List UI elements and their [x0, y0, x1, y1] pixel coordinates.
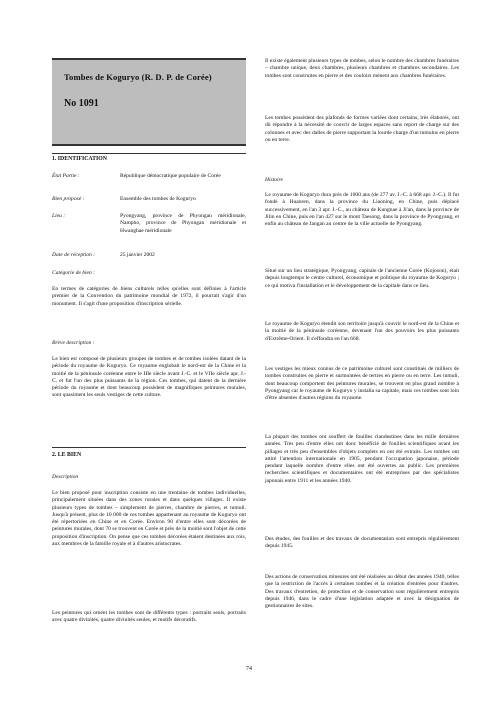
right-paragraph-1: Il existe également plusieurs types de tombes, selon le nombre des chambres funéraires – chambre unique, deux chambres, plusieurs chambres et chambres secondaires. Les tombes sont construites en pierre et des couloirs mènent aux chambres funéraires.	[265, 58, 459, 79]
field-label: Date de réception :	[52, 252, 95, 258]
right-paragraph-2: Les tombes possèdent des plafonds de formes variées dont certains, très élaborés, ont dû répondre à la nécessité de couvrir de larges espaces sans report de charge sur des colonnes et avec des dalles de pierre supportant la lourde charge d'un tumulus en pierre ou en terre.	[265, 115, 459, 143]
history-paragraph-5: La plupart des tombes ont souffert de fouilles clandestines dans les mille dernières années. Très peu d'entre elles ont donc bénéficié de fouilles scientifiques avant les pillages et très peu d'ensembles d'objets complets en ont été extraits. Les tombes ont attiré l'attention internationale en 1905, pendant l'occupation japonaise, période pendant laquelle nombre d'entre elles ont été ouvertes au public. Les premières recherches scientifiques et documentaires ont été entreprises par des spécialistes japonais entre 1911 et les années 1940.	[265, 434, 459, 484]
page-number: 74	[246, 666, 252, 672]
field-state-party	[52, 173, 246, 189]
history-paragraph-2: Situé sur un lieu stratégique, Pyongyang, capitale de l'ancienne Corée (Kojoson), était depuis longtemps le centre culturel, économique et politique du royaume de Koguryo ; ce qui motiva l'installation et le développement de la capitale dans ce lieu.	[265, 268, 459, 289]
document-title: Tombes de Koguryo (R. D. P. de Corée)	[64, 72, 212, 82]
document-number: No 1091	[64, 98, 99, 109]
description-paragraph-1: Le bien proposé pour inscription consiste en une trentaine de tombes individuelles, principalement situées dans des zones rurales et dans quelques villages. Il existe plusieurs types de tombes – simplement de pierres, chambre de pierres, et tumuli. Jusqu'à présent, plus de 10 000 de ces tombes appartenant au royaume de Koguryo ont été répertoriées en Chine et en Corée. Environ 90 d'entre elles sont décorées de peintures murales, dont 70 se trouvent en Corée et près de la moitié sont l'objet de cette proposition d'inscription. On pense que ces tombes décorées étaient destinées aux rois, aux membres de la famille royale et à d'autres aristocrates.	[52, 490, 246, 548]
field-label: Bien proposé :	[52, 196, 85, 202]
history-paragraph-7: Des actions de conservation mineures ont été réalisées au début des années 1940, telles que la restriction de l'accès à certaines tombes et la création d'entrées pour d'autres. Des travaux d'entretien, de protection et de conservation sont régulièrement entrepris depuis 1946, dans le cadre d'une législation adaptée et avec la désignation de gestionnaires de sites.	[265, 574, 459, 610]
history-paragraph-3: Le royaume de Koguryo étendit son territoire jusqu'à couvrir le nord-est de la Chine et la moitié de la péninsule coréenne, devenant l'un des pouvoirs les plus puissants d'Extrême-Orient. Il s'effondra en l'an 668.	[265, 321, 459, 342]
field-value: République démocratique populaire de Corée	[120, 173, 221, 179]
field-label: État Partie :	[52, 173, 80, 179]
field-label: Lieu :	[52, 213, 66, 219]
category-text: En termes de catégories de biens culturels telles qu'elles sont définies à l'article premier de la Convention du patrimoine mondial de 1972, il pourrait s'agir d'un monument. Il s'agit d'une proposition d'inscription sérielle.	[52, 286, 246, 307]
section-rule	[52, 153, 246, 154]
field-date-received	[52, 252, 246, 261]
history-paragraph-1: Le royaume de Koguryo dura près de 1000 ans (de 277 av. J.-C. à 668 apr. J.-C.). Il fut fondé à Huanren, dans la province du Liaoning, en Chine, puis déplacé successivement, en l'an 3 apr. J.-C., au château de Kungnae à Ji'an, dans la province de Jilin en Chine, puis en l'an 427 sur le mont Taesong, dans la province de Pyongyang, et enfin au château de Jangan au centre de la ville actuelle de Pyongyang.	[265, 192, 459, 228]
history-paragraph-4: Les vestiges les mieux connus de ce patrimoine culturel sont constitués de milliers de tombes construites en pierre et surmontées de tertres en pierre ou en terre. Les tumuli, dont beaucoup comportent des peintures murales, se trouvent en plus grand nombre à Pyongyang car le royaume de Koguryo y installa sa capitale, mais ces tombes sont loin d'être absentes d'autres régions du royaume.	[265, 366, 459, 402]
category-label: Catégorie de bien :	[52, 270, 95, 276]
history-paragraph-6: Des études, des fouilles et des travaux de documentation sont entrepris régulièrement depuis 1945.	[265, 536, 459, 550]
description-paragraph-2: Les peintures qui ornent les tombes sont de différents types : portraits seuls, portraits avec quatre divinités, quatre divinités seules, et motifs décoratifs.	[52, 610, 246, 624]
history-label: Histoire	[265, 177, 283, 183]
brief-description-label: Brève description :	[52, 340, 95, 346]
field-value: 25 janvier 2002	[120, 252, 155, 258]
section-rule	[52, 447, 246, 448]
field-value: Ensemble des tombes de Koguryo	[120, 196, 196, 202]
field-location	[52, 213, 246, 243]
section-heading-identification: 1. IDENTIFICATION	[52, 156, 107, 162]
title-box	[52, 58, 246, 146]
field-proposed-property	[52, 196, 246, 205]
field-value: Pyongyang, province de Phyongan méridionale, Nampho, province de Phyongan méridionale et Hwanghae méridionale	[120, 213, 246, 234]
section-heading-property: 2. LE BIEN	[52, 452, 82, 458]
description-label: Description	[52, 474, 79, 480]
brief-description-text: Le bien est composé de plusieurs groupes de tombes et de tombes isolées datant de la période du royaume de Koguryo. Ce royaume englobait le nord-est de la Chine et la moitié de la péninsule coréenne entre le IIIe siècle avant J.-C. et le VIIe siècle apr. J.-C. et fut l'un des plus puissants de la région. Ces tombes, qui datent de la dernière période du royaume et dont beaucoup possèdent de magnifiques peintures murales, sont quasiment les seuls vestiges de cette culture.	[52, 356, 246, 399]
